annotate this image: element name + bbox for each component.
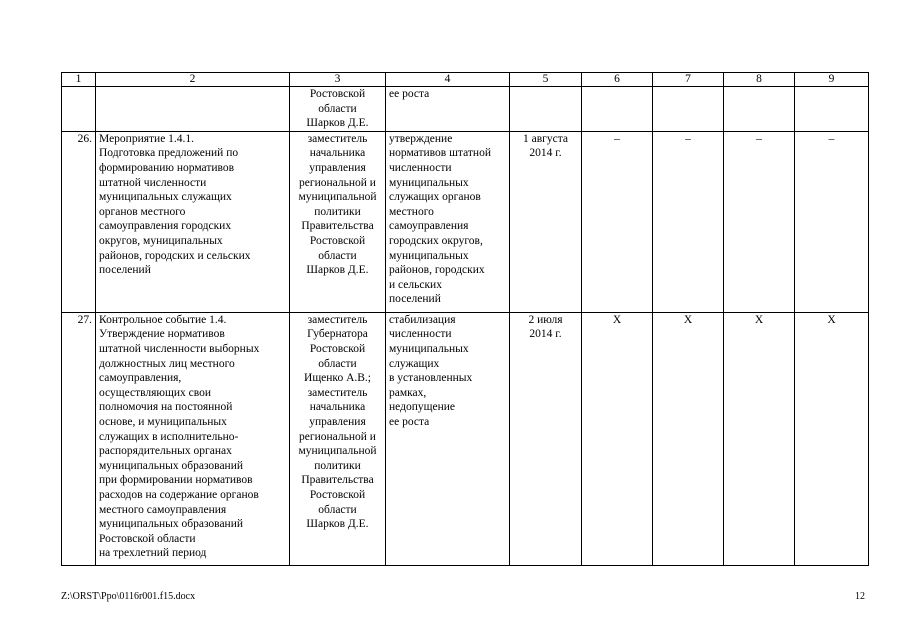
event-cell: Мероприятие 1.4.1. Подготовка предложений по формированию нормативов штатной численности муниципальных служащих органов местного самоуправления городских округов, муниципальных районов, городских и сельских поселений <box>96 131 290 312</box>
plan-table <box>61 72 869 566</box>
col8-cell <box>724 87 795 132</box>
date-cell <box>510 87 582 132</box>
column-number-header: 1 <box>62 73 96 87</box>
col7-cell <box>653 87 724 132</box>
event-cell <box>96 87 290 132</box>
responsible-cell: заместитель Губернатора Ростовской области Ищенко А.В.; заместитель начальника управления региональной и муниципальной политики Правительства Ростовской области Шарков Д.Е. <box>290 312 386 565</box>
table-row <box>62 312 869 565</box>
table-row <box>62 131 869 312</box>
col8-cell: Х <box>724 312 795 565</box>
footer-file-path: Z:\ORST\Ppo\0116r001.f15.docx <box>61 591 196 602</box>
row-number: 26. <box>62 131 96 312</box>
column-number-header: 6 <box>582 73 653 87</box>
col7-cell: – <box>653 131 724 312</box>
column-number-header: 4 <box>386 73 510 87</box>
column-number-header: 7 <box>653 73 724 87</box>
column-number-header: 8 <box>724 73 795 87</box>
column-number-header: 9 <box>795 73 869 87</box>
column-number-header: 3 <box>290 73 386 87</box>
col7-cell: Х <box>653 312 724 565</box>
col6-cell: Х <box>582 312 653 565</box>
page-number: 12 <box>855 591 865 602</box>
col6-cell: – <box>582 131 653 312</box>
col9-cell: – <box>795 131 869 312</box>
table-row <box>62 87 869 132</box>
header-row <box>62 73 869 87</box>
result-cell: ее роста <box>386 87 510 132</box>
col6-cell <box>582 87 653 132</box>
col9-cell: Х <box>795 312 869 565</box>
date-cell: 1 августа 2014 г. <box>510 131 582 312</box>
col8-cell: – <box>724 131 795 312</box>
row-number: 27. <box>62 312 96 565</box>
row-number <box>62 87 96 132</box>
event-cell: Контрольное событие 1.4. Утверждение нормативов штатной численности выборных должностных лиц местного самоуправления, осуществляющих свои полномочия на постоянной основе, и муниципальных служащих в исполнительно- распорядительных органах муниципальных образований при формировании нормативов расходов на содержание органов местного самоуправления муниципальных образований Ростовской области на трехлетний период <box>96 312 290 565</box>
result-cell: утверждение нормативов штатной численности муниципальных служащих органов местного самоуправления городских округов, муниципальных районов, городских и сельских поселений <box>386 131 510 312</box>
date-cell: 2 июля 2014 г. <box>510 312 582 565</box>
responsible-cell: Ростовской области Шарков Д.Е. <box>290 87 386 132</box>
column-number-header: 5 <box>510 73 582 87</box>
column-number-header: 2 <box>96 73 290 87</box>
col9-cell <box>795 87 869 132</box>
responsible-cell: заместитель начальника управления региональной и муниципальной политики Правительства Ростовской области Шарков Д.Е. <box>290 131 386 312</box>
result-cell: стабилизация численности муниципальных служащих в установленных рамках, недопущение ее роста <box>386 312 510 565</box>
